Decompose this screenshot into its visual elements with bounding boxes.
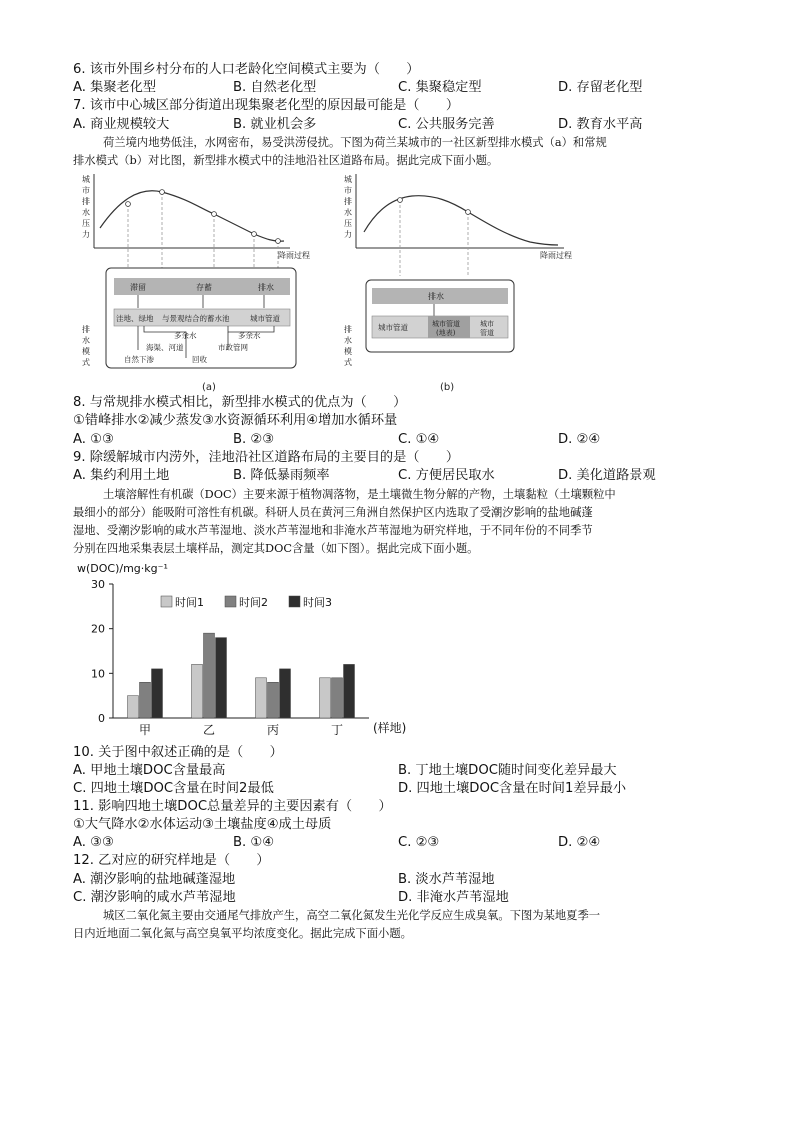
q10-option-d[interactable]: D. 四地土壤DOC含量在时间1差异最小 [398,781,627,796]
a-row1-3: 排水 [258,283,274,292]
legend-swatch [289,596,300,607]
chart-ytick-label: 10 [91,667,105,681]
bar-丁-时间2 [332,678,343,718]
question-8-items: ①错峰排水②减少蒸发③水资源循环利用④增加水循环量 [73,413,398,428]
question-7-stem: 7. 该市中心城区部分街道出现集聚老化型的原因最可能是（ ） [73,98,460,113]
q6-option-b[interactable]: B. 自然老化型 [233,80,317,95]
legend-label: 时间2 [239,596,268,609]
q12-option-a[interactable]: A. 潮汐影响的盐地碱蓬湿地 [73,872,236,887]
svg-text:城市: 城市 [480,320,494,328]
a-row1-2: 存蓄 [196,283,212,292]
a-ylabel2-1: 排 [82,325,90,334]
q8-option-a[interactable]: A. ①③ [73,432,114,447]
a-row2-3: 城市管道 [250,314,280,323]
bar-丙-时间1 [256,678,267,718]
question-6-stem: 6. 该市外围乡村分布的人口老龄化空间模式主要为（ ） [73,62,420,77]
svg-text:排: 排 [344,325,352,334]
a-ylabel-6: 力 [82,230,90,239]
b-caption: (b) [440,382,455,393]
svg-text:市: 市 [344,186,352,195]
q8-option-d[interactable]: D. ②④ [558,432,601,447]
svg-text:管道: 管道 [480,329,494,337]
legend-swatch [161,596,172,607]
passage1-line1: 荷兰境内地势低洼，水网密布，易受洪涝侵扰。下图为荷兰某城市的一社区新型排水模式（a）和常规 [103,136,607,149]
chart-category-label: 丁 [330,723,344,737]
chart-ylabel: w(DOC)/mg·kg⁻¹ [77,562,168,575]
svg-text:式: 式 [344,358,352,367]
bar-丙-时间2 [268,682,279,718]
a-row4-2: 市政管网 [218,343,248,352]
a-ylabel2-4: 式 [82,358,90,367]
q9-option-c[interactable]: C. 方便居民取水 [398,468,495,483]
doc-bar-chart [73,558,433,740]
a-row2-1: 洼地、绿地 [116,314,154,323]
a-xlabel: 降雨过程 [278,251,310,260]
q9-option-a[interactable]: A. 集约利用土地 [73,468,170,483]
question-8-stem: 8. 与常规排水模式相比，新型排水模式的优点为（ ） [73,395,407,410]
question-10-stem: 10. 关于图中叙述正确的是（ ） [73,745,283,760]
passage2-line2: 最细小的部分）能吸附可溶性有机碳。科研人员在黄河三角洲自然保护区内选取了受潮汐影响的盐地碱蓬 [73,506,593,519]
chart-category-label: 甲 [138,723,152,737]
passage2-line1: 土壤溶解性有机碳（DOC）主要来源于植物凋落物，是土壤微生物分解的产物，土壤黏粒（土壤颗粒中 [103,488,616,501]
chart-xlabel: (样地) [373,721,407,735]
b-pressure-curve [364,196,558,245]
a-row1-1: 滞留 [130,283,146,292]
chart-ytick-label: 30 [91,578,105,591]
bar-甲-时间3 [152,669,163,718]
svg-text:排: 排 [344,197,352,206]
q7-option-b[interactable]: B. 就业机会多 [233,117,317,132]
q7-option-a[interactable]: A. 商业规模较大 [73,117,170,132]
a-ylabel-1: 城 [82,175,90,184]
chart-ytick-label: 0 [98,712,105,725]
bar-丁-时间3 [344,664,355,718]
bar-乙-时间3 [216,638,227,718]
a-row2-2: 与景观结合的蓄水池 [162,314,230,323]
q11-option-a[interactable]: A. ③③ [73,835,114,850]
legend-label: 时间3 [303,596,332,609]
bar-乙-时间2 [204,633,215,718]
passage2-line4: 分别在四地采集表层土壤样品，测定其DOC含量（如下图）。据此完成下面小题。 [73,542,479,555]
svg-text:水: 水 [344,208,352,217]
q11-option-d[interactable]: D. ②④ [558,835,601,850]
q6-option-a[interactable]: A. 集聚老化型 [73,80,157,95]
b-top: 排水 [428,292,444,301]
a-ylabel-4: 水 [82,208,90,217]
q10-option-a[interactable]: A. 甲地土壤DOC含量最高 [73,763,226,778]
q7-option-c[interactable]: C. 公共服务完善 [398,117,495,132]
svg-text:水: 水 [344,336,352,345]
svg-text:压: 压 [344,219,352,228]
q6-option-d[interactable]: D. 存留老化型 [558,80,643,95]
legend-label: 时间1 [175,596,204,609]
q12-option-d[interactable]: D. 非淹水芦苇湿地 [398,890,509,905]
q10-option-b[interactable]: B. 丁地土壤DOC随时间变化差异最大 [398,763,617,778]
q8-option-c[interactable]: C. ①④ [398,432,440,447]
a-row5-2: 回收 [192,355,207,364]
svg-text:城: 城 [344,175,352,184]
passage3-line1: 城区二氧化氮主要由交通尾气排放产生，高空二氧化氮发生光化学反应生成臭氧。下图为某地夏季一 [103,909,601,922]
question-11-stem: 11. 影响四地土壤DOC总量差异的主要因素有（ ） [73,799,392,814]
bar-乙-时间1 [192,664,203,718]
a-ylabel-2: 市 [82,186,90,195]
drainage-mode-figure [78,172,598,394]
q6-option-c[interactable]: C. 集聚稳定型 [398,80,482,95]
q12-option-b[interactable]: B. 淡水芦苇湿地 [398,872,495,887]
legend-swatch [225,596,236,607]
a-ylabel-5: 压 [82,219,90,228]
q11-option-c[interactable]: C. ②③ [398,835,440,850]
a-ylabel-3: 排 [82,197,90,206]
svg-text:城市管道: 城市管道 [432,320,460,328]
a-row3-1: 多余水 [174,331,197,340]
chart-ytick-label: 20 [91,622,105,636]
a-row3-2: 多余水 [238,331,261,340]
q9-option-b[interactable]: B. 降低暴雨频率 [233,468,330,483]
a-ylabel2-2: 水 [82,336,90,345]
svg-text:模: 模 [344,347,352,356]
a-row4-1: 海渠、河道 [146,343,184,352]
q10-option-c[interactable]: C. 四地土壤DOC含量在时间2最低 [73,781,274,796]
q11-option-b[interactable]: B. ①④ [233,835,275,850]
q7-option-d[interactable]: D. 教育水平高 [558,117,643,132]
question-11-items: ①大气降水②水体运动③土壤盐度④成土母质 [73,817,332,832]
q9-option-d[interactable]: D. 美化道路景观 [558,468,656,483]
bar-丙-时间3 [280,669,291,718]
bar-丁-时间1 [320,678,331,718]
b-xlabel: 降雨过程 [540,251,572,260]
q8-option-b[interactable]: B. ②③ [233,432,275,447]
bar-甲-时间2 [140,682,151,718]
svg-text:力: 力 [344,230,352,239]
bar-甲-时间1 [128,696,139,718]
b-row2-1: 城市管道 [378,323,408,332]
chart-category-label: 乙 [202,723,216,737]
passage2-line3: 湿地、受潮汐影响的咸水芦苇湿地、淡水芦苇湿地和非淹水芦苇湿地为研究样地，于不同年份的不同季节 [73,524,593,537]
question-12-stem: 12. 乙对应的研究样地是（ ） [73,853,270,868]
a-row5-1: 自然下渗 [124,355,154,364]
a-caption: (a) [202,382,216,393]
passage3-line2: 日内近地面二氧化氮与高空臭氧平均浓度变化。据此完成下面小题。 [73,927,412,940]
q12-option-c[interactable]: C. 潮汐影响的咸水芦苇湿地 [73,890,236,905]
chart-category-label: 丙 [266,723,280,737]
svg-text:(地表): (地表) [436,329,456,337]
a-ylabel2-3: 模 [82,347,90,356]
passage1-line2: 排水模式（b）对比图，新型排水模式中的洼地沿社区道路布局。据此完成下面小题。 [73,154,499,167]
question-9-stem: 9. 除缓解城市内涝外，洼地沿社区道路布局的主要目的是（ ） [73,450,460,465]
